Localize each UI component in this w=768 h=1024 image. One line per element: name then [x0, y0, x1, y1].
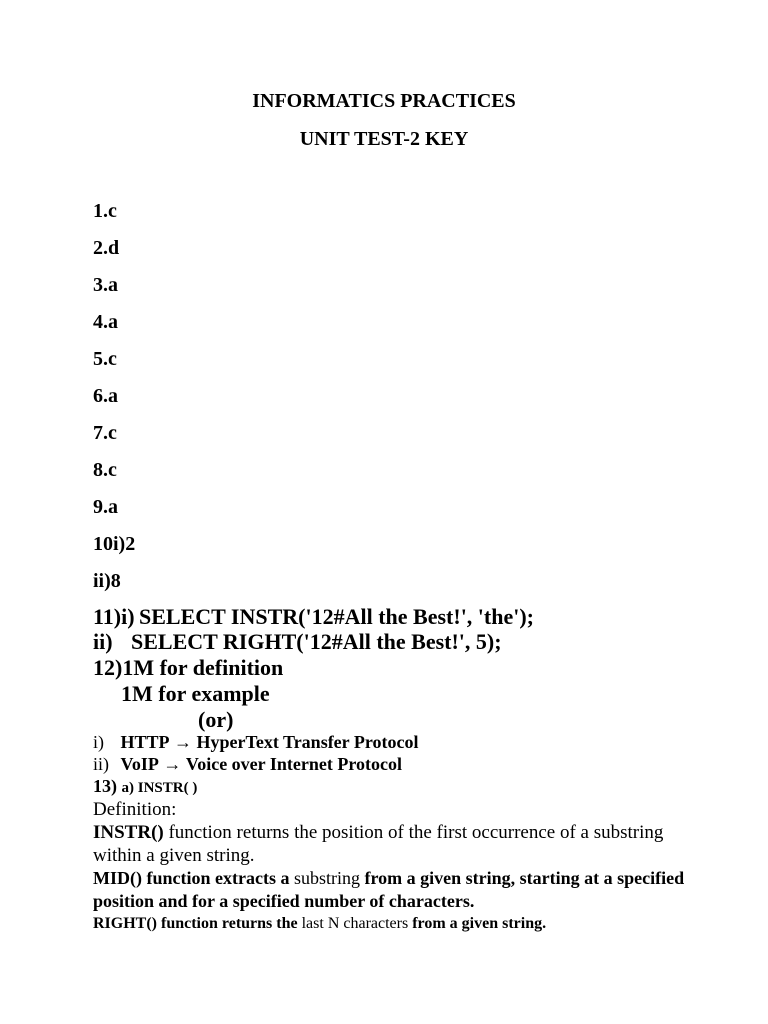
- answer-item: 4.a: [93, 311, 118, 333]
- q11-i-query: SELECT INSTR('12#All the Best!', 'the');: [139, 604, 535, 629]
- q13-label: 13): [93, 776, 117, 796]
- answer-item: 6.a: [93, 385, 118, 407]
- abbreviation-list: [93, 731, 418, 775]
- abbreviation-item: [93, 731, 418, 753]
- answer-item: 2.d: [93, 237, 120, 259]
- answer-list: [93, 199, 135, 606]
- instr-term: INSTR(): [93, 822, 164, 843]
- abbreviation-term: HTTP: [120, 732, 170, 752]
- answer-item: 1.c: [93, 200, 117, 222]
- instr-description: function returns the position of the first occurrence of a substring within a given string.: [93, 822, 664, 866]
- mid-text-2: substring: [293, 868, 360, 888]
- answer-item: 9.a: [93, 496, 118, 518]
- abbreviation-number: i): [93, 732, 104, 752]
- abbreviation-term: VoIP: [120, 754, 159, 774]
- q12-line-3: (or): [198, 707, 234, 732]
- abbreviation-expansion: Voice over Internet Protocol: [185, 754, 402, 774]
- arrow-icon: →: [163, 754, 182, 774]
- question-12: [93, 655, 283, 733]
- q11-i-label: 11)i): [93, 604, 135, 629]
- abbreviation-expansion: HyperText Transfer Protocol: [196, 732, 419, 752]
- q11-part-i: [93, 604, 534, 629]
- mid-text-1: MID() function extracts a: [93, 868, 290, 888]
- q12-line-1: 12)1M for definition: [93, 655, 284, 680]
- q13-definition-label: Definition:: [93, 799, 177, 820]
- question-11: [93, 604, 534, 654]
- arrow-icon: →: [174, 732, 193, 752]
- q13-sub-label: a) INSTR( ): [121, 780, 198, 796]
- right-definition: [93, 913, 713, 934]
- document-subtitle: UNIT TEST-2 KEY: [299, 128, 469, 150]
- q11-ii-label: ii): [93, 629, 113, 654]
- answer-item: 10i)2: [93, 533, 136, 555]
- q11-part-ii: [93, 629, 534, 654]
- q12-line-2: 1M for example: [121, 681, 270, 706]
- answer-item: ii)8: [93, 570, 121, 592]
- answer-item: 5.c: [93, 348, 117, 370]
- question-13: [93, 775, 713, 934]
- answer-item: 8.c: [93, 459, 117, 481]
- q13-heading: [93, 775, 713, 799]
- right-text-3: from a given string.: [412, 915, 547, 932]
- right-text-2: last N characters: [301, 915, 409, 932]
- q11-ii-query: SELECT RIGHT('12#All the Best!', 5);: [131, 629, 502, 654]
- instr-definition: [93, 821, 713, 867]
- right-text-1: RIGHT() function returns the: [93, 915, 298, 932]
- abbreviation-item: [93, 753, 418, 775]
- document-title: INFORMATICS PRACTICES: [252, 90, 516, 112]
- mid-text-3: from a given string, starting at a specified position and for a specified number of characters.: [93, 868, 685, 911]
- answer-item: 3.a: [93, 274, 118, 296]
- abbreviation-number: ii): [93, 754, 109, 774]
- mid-definition: [93, 867, 713, 913]
- answer-item: 7.c: [93, 422, 117, 444]
